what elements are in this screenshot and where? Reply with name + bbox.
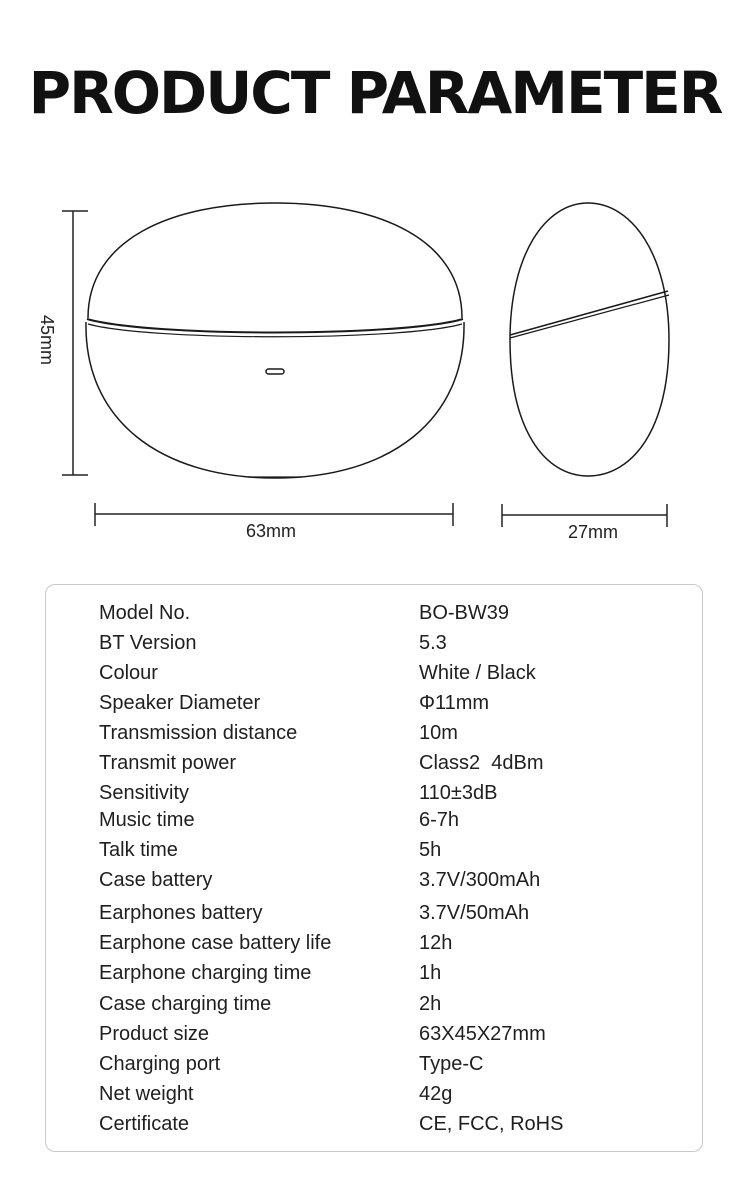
spec-row [46, 989, 702, 1019]
width-label: 63mm [245, 521, 297, 541]
spec-label: Case battery [99, 869, 213, 891]
spec-value: 2h [419, 993, 442, 1015]
spec-value: 5h [419, 839, 442, 861]
spec-value: 3.7V/300mAh [419, 869, 541, 891]
spec-row [46, 1109, 702, 1139]
spec-label: Colour [99, 662, 158, 684]
spec-label: Charging port [99, 1053, 221, 1075]
case-front-view [86, 203, 464, 478]
spec-row [46, 805, 702, 835]
depth-label: 27mm [567, 522, 619, 542]
case-side-view [510, 203, 669, 476]
spec-value: 1h [419, 962, 442, 984]
spec-label: Transmission distance [99, 722, 298, 744]
spec-label: BT Version [99, 632, 197, 654]
spec-row [46, 958, 702, 988]
product-dimension-drawing [0, 190, 750, 560]
spec-row [46, 1079, 702, 1109]
spec-label: Sensitivity [99, 782, 190, 804]
spec-value: Type-C [419, 1053, 484, 1075]
spec-value: 6-7h [419, 809, 460, 831]
spec-value: 5.3 [419, 632, 447, 654]
height-dimension [37, 211, 88, 475]
spec-row [46, 748, 702, 778]
spec-label: Transmit power [99, 752, 237, 774]
spec-table [45, 584, 703, 1152]
spec-row [46, 628, 702, 658]
spec-value: 110±3dB [419, 782, 498, 804]
height-label: 45mm [37, 314, 57, 366]
page-title: PRODUCT PARAMETER [28, 59, 722, 127]
spec-label: Earphone case battery life [99, 932, 332, 954]
spec-value: Class2 4dBm [419, 752, 544, 774]
spec-value: 63X45X27mm [419, 1023, 546, 1045]
spec-row [46, 1019, 702, 1049]
spec-label: Model No. [99, 602, 191, 624]
spec-label: Talk time [99, 839, 178, 861]
spec-row [46, 1049, 702, 1079]
spec-row [46, 598, 702, 628]
spec-row [46, 865, 702, 895]
led-indicator [266, 369, 284, 374]
spec-value: 10m [419, 722, 458, 744]
spec-value: BO-BW39 [419, 602, 510, 624]
spec-label: Speaker Diameter [99, 692, 261, 714]
spec-label: Earphone charging time [99, 962, 312, 984]
spec-value: Φ11mm [419, 692, 490, 714]
spec-label: Certificate [99, 1113, 190, 1135]
spec-row [46, 658, 702, 688]
depth-dimension [502, 504, 667, 542]
spec-row [46, 778, 702, 808]
spec-label: Net weight [99, 1083, 194, 1105]
spec-value: 42g [419, 1083, 453, 1105]
spec-label: Case charging time [99, 993, 272, 1015]
spec-label: Earphones battery [99, 902, 263, 924]
spec-value: CE, FCC, RoHS [419, 1113, 564, 1135]
spec-label: Product size [99, 1023, 210, 1045]
spec-value: 3.7V/50mAh [419, 902, 530, 924]
spec-row [46, 688, 702, 718]
spec-row [46, 928, 702, 958]
spec-row [46, 718, 702, 748]
spec-value: 12h [419, 932, 453, 954]
spec-label: Music time [99, 809, 195, 831]
width-dimension [95, 503, 453, 541]
spec-value: White / Black [419, 662, 536, 684]
spec-row [46, 898, 702, 928]
spec-row [46, 835, 702, 865]
